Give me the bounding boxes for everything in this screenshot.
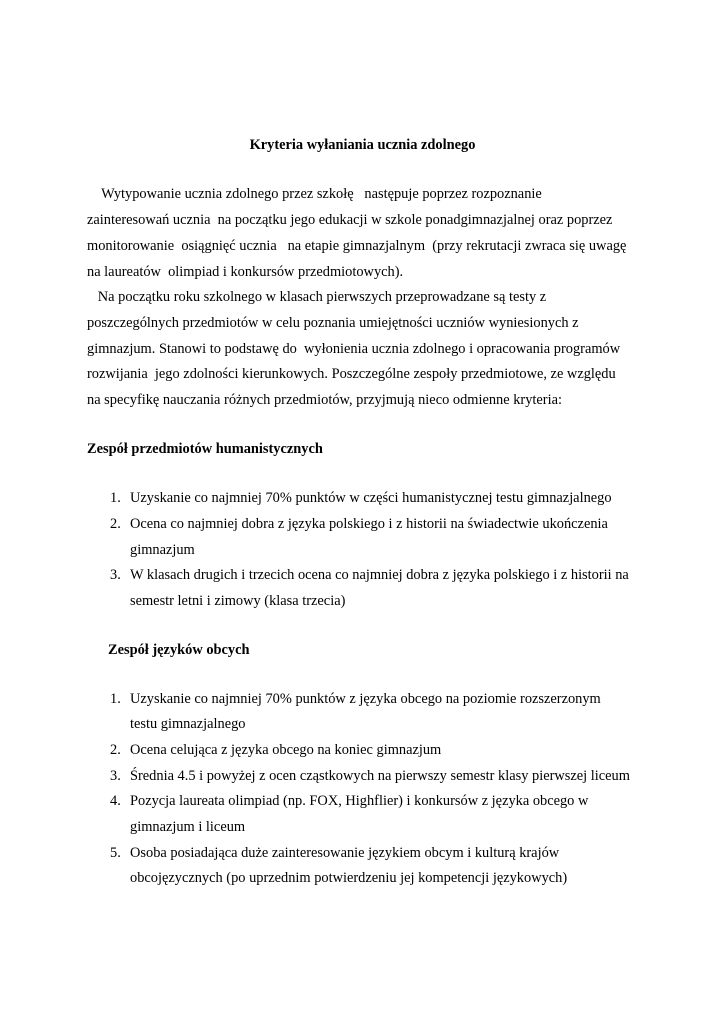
intro-line: rozwijania jego zdolności kierunkowych. Poszczególne zespoły przedmiotowe, ze względu [87, 366, 616, 382]
list-number: 3. [110, 768, 121, 784]
intro-line: na specyfikę nauczania różnych przedmiotów, przyjmują nieco odmienne kryteria: [87, 392, 562, 408]
intro-line: zainteresowań ucznia na początku jego edukacji w szkole ponadgimnazjalnej oraz poprzez [87, 212, 613, 228]
list-number: 4. [110, 793, 121, 809]
intro-line: Wytypowanie ucznia zdolnego przez szkołę następuje poprzez rozpoznanie [87, 186, 542, 202]
list-number: 2. [110, 516, 121, 532]
list-item-text: W klasach drugich i trzecich ocena co najmniej dobra z języka polskiego i z historii na [130, 567, 629, 583]
list-item-text: Średnia 4.5 i powyżej z ocen cząstkowych na pierwszy semestr klasy pierwszej liceum [130, 768, 630, 784]
list-item-text: Uzyskanie co najmniej 70% punktów z języka obcego na poziomie rozszerzonym [130, 691, 601, 707]
list-item-text: Ocena co najmniej dobra z języka polskiego i z historii na świadectwie ukończenia [130, 516, 608, 532]
intro-line: poszczególnych przedmiotów w celu poznania umiejętności uczniów wyniesionych z [87, 315, 579, 331]
intro-line: na laureatów olimpiad i konkursów przedmiotowych). [87, 264, 404, 280]
list-number: 2. [110, 742, 121, 758]
list-number: 3. [110, 567, 121, 583]
intro-line: gimnazjum. Stanowi to podstawę do wyłonienia ucznia zdolnego i opracowania programów [87, 341, 621, 357]
list-number: 1. [110, 490, 121, 506]
list-item-text: gimnazjum [130, 542, 195, 558]
intro-line: monitorowanie osiągnięć ucznia na etapie gimnazjalnym (przy rekrutacji zwraca się uwagę [87, 238, 627, 254]
list-item-text: gimnazjum i liceum [130, 819, 246, 835]
list-number: 5. [110, 845, 121, 861]
document-title: Kryteria wyłaniania ucznia zdolnego [249, 137, 476, 153]
list-number: 1. [110, 691, 121, 707]
list-item-text: semestr letni i zimowy (klasa trzecia) [130, 593, 346, 609]
list-item-text: obcojęzycznych (po uprzednim potwierdzeniu jej kompetencji językowych) [130, 870, 568, 886]
section-heading-humanities: Zespół przedmiotów humanistycznych [87, 441, 323, 457]
list-item-text: Pozycja laureata olimpiad (np. FOX, Highflier) i konkursów z języka obcego w [130, 793, 589, 809]
list-item-text: Uzyskanie co najmniej 70% punktów w części humanistycznej testu gimnazjalnego [130, 490, 612, 506]
section-heading-languages: Zespół języków obcych [108, 642, 250, 658]
list-item-text: Ocena celująca z języka obcego na koniec gimnazjum [130, 742, 442, 758]
list-item-text: Osoba posiadająca duże zainteresowanie językiem obcym i kulturą krajów [130, 845, 560, 861]
list-item-text: testu gimnazjalnego [130, 716, 246, 732]
intro-line: Na początku roku szkolnego w klasach pierwszych przeprowadzane są testy z [87, 289, 547, 305]
